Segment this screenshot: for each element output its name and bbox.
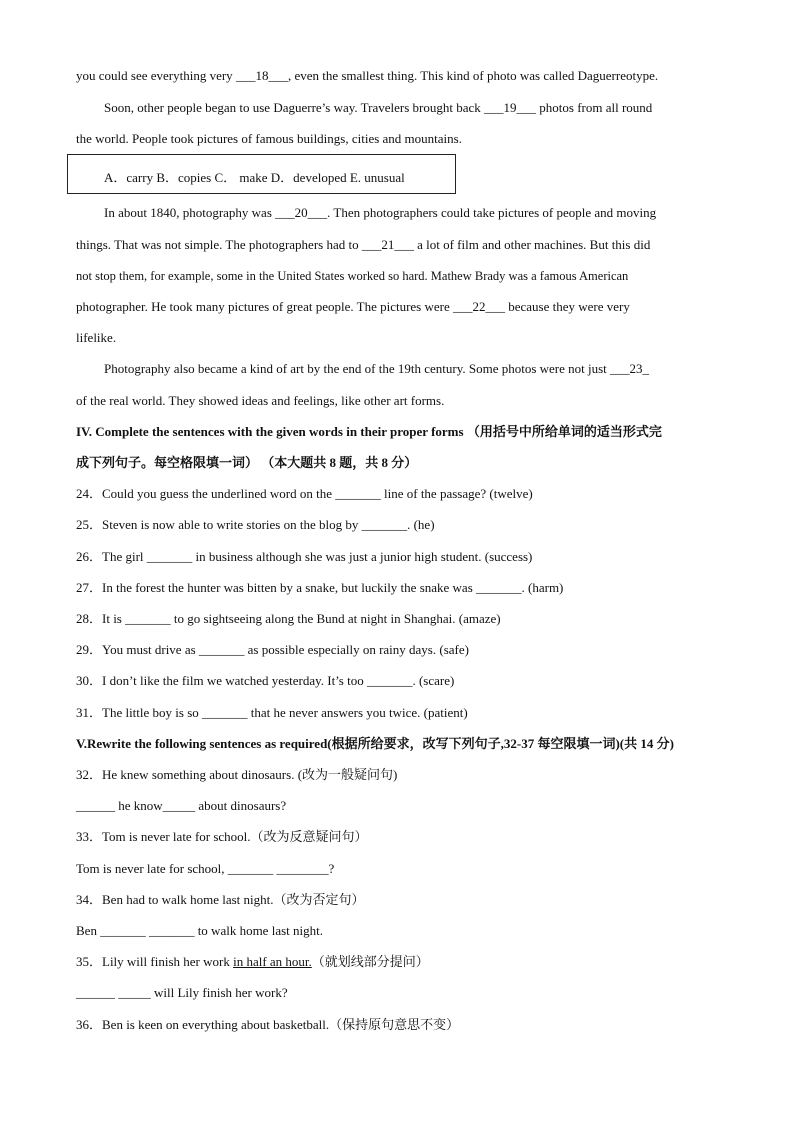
text: 35．Lily will finish her work xyxy=(76,954,234,969)
question-32: 32．He knew something about dinosaurs. (改为一般疑问句) xyxy=(76,767,398,782)
passage-line-3: the world. People took pictures of famous buildings, cities and mountains. xyxy=(76,131,462,146)
answer-33: Tom is never late for school, _______ ________? xyxy=(76,861,335,876)
question-31: 31．The little boy is so _______ that he never answers you twice. (patient) xyxy=(76,705,468,720)
passage-line-4 xyxy=(104,205,656,221)
text: photos from all round xyxy=(536,100,653,115)
text: things. That was not simple. The photographers had to xyxy=(76,237,362,252)
question-27: 27．In the forest the hunter was bitten by a snake, but luckily the snake was _______. (harm) xyxy=(76,580,564,595)
text: because they were very xyxy=(505,299,630,314)
word-bank-box xyxy=(67,154,456,194)
passage-line-2 xyxy=(104,100,652,116)
text: photographer. He took many pictures of great people. The pictures were xyxy=(76,299,453,314)
text: a lot of film and other machines. But this did xyxy=(413,237,651,252)
passage-line-7 xyxy=(76,299,630,315)
question-28: 28．It is _______ to go sightseeing along the Bund at night in Shanghai. (amaze) xyxy=(76,611,501,626)
blank-19: ___19___ xyxy=(484,100,537,115)
section-5-title: V.Rewrite the following sentences as required(根据所给要求，改写下列句子,32-37 每空限填一词)(共 14 分) xyxy=(76,736,674,751)
question-29: 29．You must drive as _______ as possible especially on rainy days. (safe) xyxy=(76,642,469,657)
section-4-title-cont: 成下列句子。每空格限填一词） （本大题共 8 题，共 8 分） xyxy=(76,455,418,470)
word-bank-options: A．carry B．copies C． make D．developed E. unusual xyxy=(104,170,405,185)
text: In about 1840, photography was xyxy=(104,205,276,220)
text: . Then photographers could take pictures of people and moving xyxy=(327,205,657,220)
text: Soon, other people began to use Daguerre’s way. Travelers brought back xyxy=(104,100,485,115)
question-25: 25．Steven is now able to write stories on the blog by _______. (he) xyxy=(76,517,435,532)
answer-35: ______ _____ will Lily finish her work? xyxy=(76,985,288,1000)
passage-line-6: not stop them, for example, some in the United States worked so hard. Mathew Brady was a famous American xyxy=(76,269,629,283)
text: （就划线部分提问） xyxy=(311,954,429,969)
text: Photography also became a kind of art by the end of the 19th century. Some photos were not just xyxy=(104,361,611,376)
question-26: 26．The girl _______ in business although she was just a junior high student. (success) xyxy=(76,549,533,564)
underlined-phrase: in half an hour. xyxy=(233,954,312,969)
question-30: 30．I don’t like the film we watched yesterday. It’s too _______. (scare) xyxy=(76,673,455,688)
passage-line-9 xyxy=(104,361,649,377)
blank-21: ___21___ xyxy=(361,237,414,252)
section-4-title: IV. Complete the sentences with the given words in their proper forms （用括号中所给单词的适当形式完 xyxy=(76,424,662,439)
answer-34: Ben _______ _______ to walk home last night. xyxy=(76,923,323,938)
question-24: 24．Could you guess the underlined word on the _______ line of the passage? (twelve) xyxy=(76,486,533,501)
question-35 xyxy=(76,954,429,970)
passage-line-10: of the real world. They showed ideas and feelings, like other art forms. xyxy=(76,393,445,408)
passage-line-5 xyxy=(76,237,650,253)
blank-20: ___20___ xyxy=(275,205,328,220)
question-34: 34．Ben had to walk home last night.（改为否定句） xyxy=(76,892,365,907)
text: you could see everything very xyxy=(76,68,236,83)
passage-line-8: lifelike. xyxy=(76,330,117,345)
blank-23: ___23_ xyxy=(610,361,650,376)
answer-32: ______ he know_____ about dinosaurs? xyxy=(76,798,287,813)
question-33: 33．Tom is never late for school.（改为反意疑问句） xyxy=(76,829,368,844)
text: , even the smallest thing. This kind of photo was called Daguerreotype. xyxy=(287,68,659,83)
passage-line-1 xyxy=(76,68,658,84)
blank-18: ___18___ xyxy=(235,68,288,83)
question-36: 36．Ben is keen on everything about basketball.（保持原句意思不变） xyxy=(76,1017,460,1032)
blank-22: ___22___ xyxy=(453,299,505,314)
